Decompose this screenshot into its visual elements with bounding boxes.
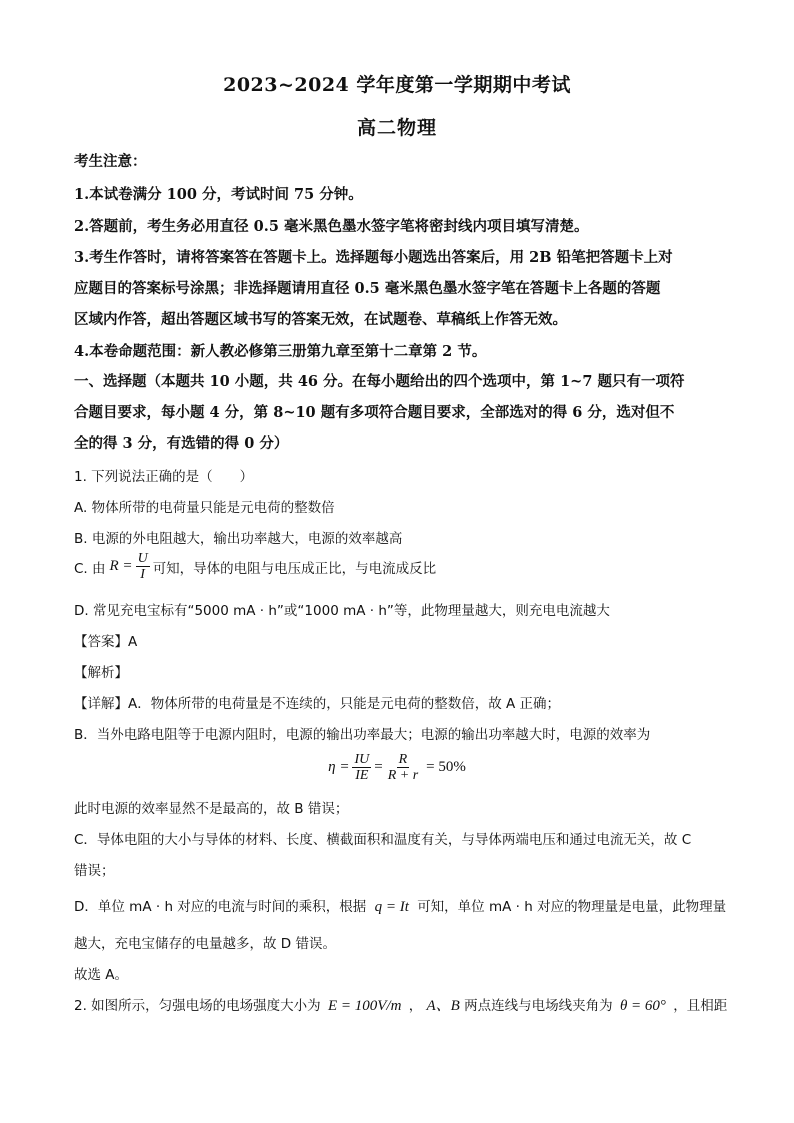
eq-fraction-1: [352, 752, 371, 783]
q2-stem-b: ，: [408, 998, 423, 1014]
q2-field-strength: E = 100V/m: [327, 998, 402, 1014]
notice-item-1: 1.本试卷满分 100 分，考试时间 75 分钟。: [74, 186, 363, 203]
section-heading-line-2: 合题目要求，每小题 4 分，第 8~10 题有多项符合题目要求，全部选对的得 6 分，选对但不: [74, 404, 675, 421]
fraction-denominator: IE: [355, 768, 369, 783]
q1-detail-d-text-a: D．单位 mA · h 对应的电流与时间的乘积，根据: [74, 899, 367, 915]
q1-answer: 【答案】A: [74, 634, 138, 650]
q1-detail-d-line-1: [74, 895, 726, 916]
q1-conclusion: 故选 A。: [74, 967, 129, 983]
q1-option-a: A. 物体所带的电荷量只能是元电荷的整数倍: [74, 500, 335, 516]
q2-stem-d: ，且相距: [673, 998, 728, 1014]
efficiency-equation: [0, 752, 794, 783]
q1-detail-b-conclusion: 此时电源的效率显然不是最高的，故 B 错误；: [74, 801, 349, 817]
section-heading-line-3: 全的得 3 分，有选错的得 0 分）: [74, 435, 289, 452]
q1-option-b: B. 电源的外电阻越大，输出功率越大，电源的效率越高: [74, 531, 403, 547]
q2-stem-a: 2. 如图所示，匀强电场的电场强度大小为: [74, 998, 321, 1014]
q1-option-c: [74, 551, 436, 582]
notice-item-4: 4.本卷命题范围：新人教必修第三册第九章至第十二章第 2 节。: [74, 343, 487, 360]
section-heading-line-1: 一、选择题（本题共 10 小题，共 46 分。在每小题给出的四个选项中，第 1~7 题只有一项符: [74, 373, 685, 390]
notice-item-3-line-3: 区域内作答，超出答题区域书写的答案无效，在试题卷、草稿纸上作答无效。: [74, 311, 567, 328]
q1-detail-b: B．当外电路电阻等于电源内阻时，电源的输出功率最大；电源的输出功率越大时，电源的效率为: [74, 727, 651, 743]
fraction-numerator: R: [398, 752, 408, 767]
q1-option-c-lhs: R =: [109, 558, 133, 574]
fraction-denominator: R + r: [387, 768, 419, 783]
q1-detail-c-line-1: C．导体电阻的大小与导体的材料、长度、横截面积和温度有关，与导体两端电压和通过电流无关，故 C: [74, 832, 692, 848]
fraction-numerator: IU: [354, 752, 370, 767]
q1-stem: 1. 下列说法正确的是（ ）: [74, 469, 254, 485]
eta-symbol: η =: [328, 759, 350, 775]
q1-option-c-fraction: [136, 551, 150, 582]
exam-subject: 高二物理: [356, 117, 437, 139]
fraction-numerator: U: [137, 551, 148, 566]
q1-detail-a: 【详解】A．物体所带的电荷量是不连续的，只能是元电荷的整数倍，故 A 正确；: [74, 696, 561, 712]
q1-option-d: D. 常见充电宝标有“5000 mA · h”或“1000 mA · h”等，此物理量越大，则充电电流越大: [74, 603, 610, 619]
q2-stem: [74, 994, 727, 1015]
q2-stem-c: 两点连线与电场线夹角为: [464, 998, 613, 1014]
notice-item-2: 2.答题前，考生务必用直径 0.5 毫米黑色墨水签字笔将密封线内项目填写清楚。: [74, 218, 589, 235]
q1-detail-d-text-b: 可知，单位 mA · h 对应的物理量是电量，此物理量: [417, 899, 727, 915]
eq-result: = 50%: [426, 759, 466, 775]
q1-detail-d-line-2: 越大，充电宝储存的电量越多，故 D 错误。: [74, 936, 336, 952]
q2-angle: θ = 60°: [619, 998, 666, 1014]
equals-sign: =: [374, 759, 383, 775]
exam-title: 2023~2024 学年度第一学期期中考试: [223, 74, 571, 96]
notice-item-3-line-2: 应题目的答案标号涂黑；非选择题请用直径 0.5 毫米黑色墨水签字笔在答题卡上各题的答题: [74, 280, 661, 297]
notice-heading: 考生注意：: [74, 153, 147, 170]
q1-option-c-suffix: 可知，导体的电阻与电压成正比，与电流成反比: [152, 560, 437, 577]
charge-formula: q = It: [374, 899, 409, 915]
notice-item-3-line-1: 3.考生作答时，请将答案答在答题卡上。选择题每小题选出答案后，用 2B 铅笔把答题卡上对: [74, 249, 673, 266]
q2-points: A、B: [426, 998, 460, 1014]
fraction-denominator: I: [140, 567, 145, 582]
q1-analysis-label: 【解析】: [74, 665, 128, 681]
q1-option-c-prefix: C. 由: [74, 560, 106, 577]
q1-detail-c-line-2: 错误；: [74, 863, 115, 879]
eq-fraction-2: [386, 752, 420, 783]
